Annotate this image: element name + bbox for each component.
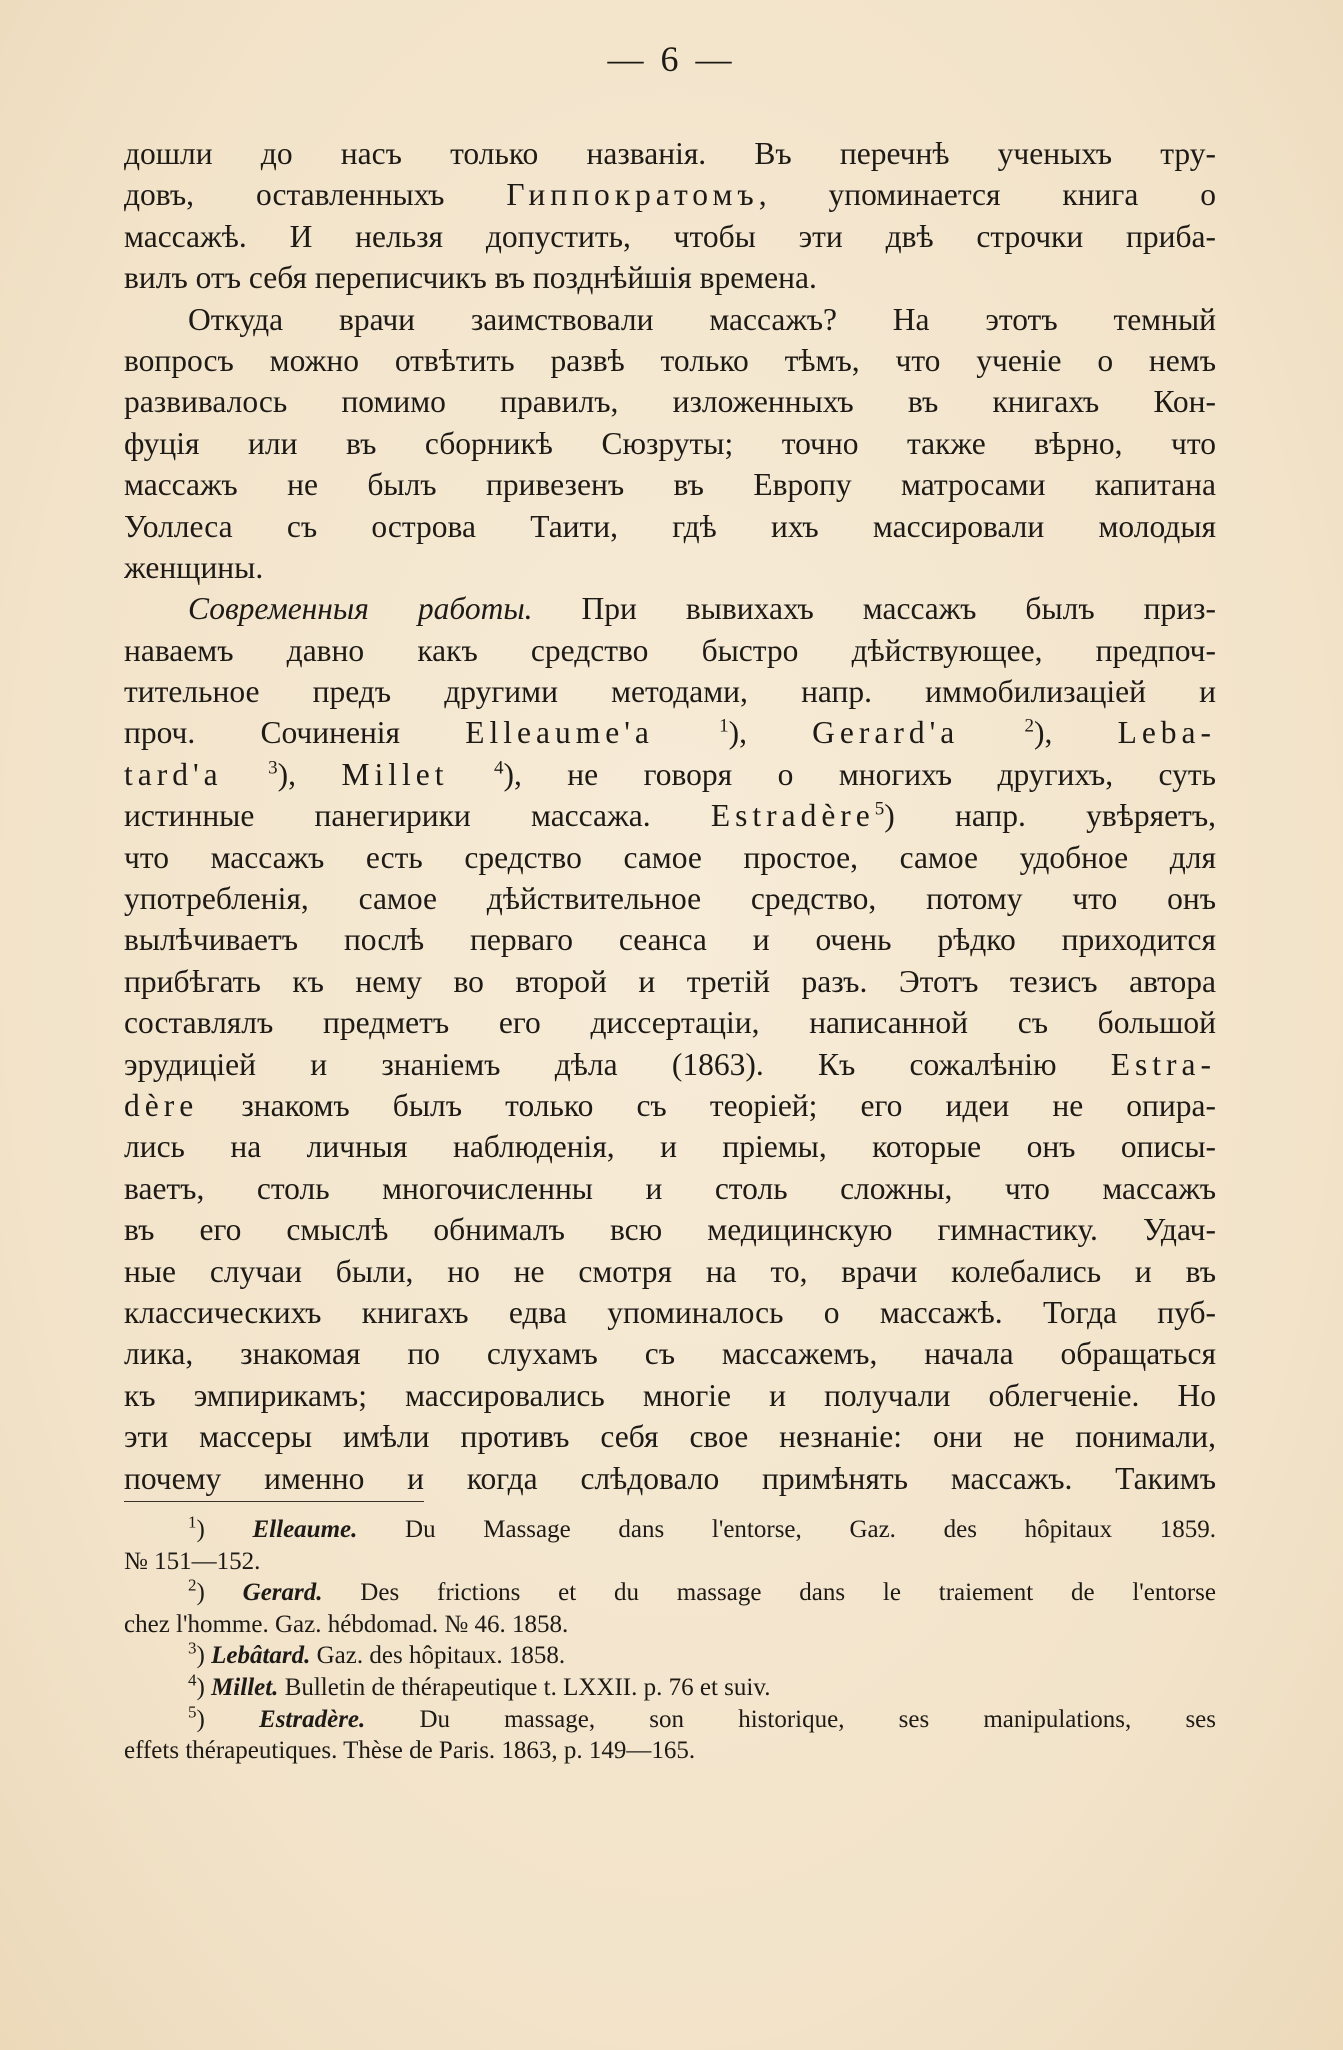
- text-line: [124, 588, 1216, 629]
- text-line: лика, знакомая по слухамъ съ массажемъ, начала обращаться: [124, 1336, 1216, 1372]
- text-span: ),: [728, 715, 813, 751]
- text-span: При вывихахъ массажъ былъ приз-: [532, 591, 1216, 627]
- text-span: проч. Сочиненія: [124, 715, 466, 751]
- text-line: къ эмпирикамъ; массировались многіе и получали облегченіе. Но: [124, 1377, 1216, 1413]
- footnote-mark: 1: [188, 1514, 197, 1532]
- footnote-line: $^5$) Estradère. Du massage, son historique, ses manipulations, ses: [188, 1703, 1216, 1733]
- body-text: [124, 133, 1216, 1499]
- name-gerard: Gerard'a: [812, 715, 960, 751]
- text-line: ные случаи были, но не смотря на то, врачи колебались и въ: [124, 1253, 1216, 1289]
- text-line: [124, 754, 1216, 795]
- text-span: ),: [1034, 715, 1118, 751]
- text-line: составлялъ предметъ его диссертаціи, написанной съ большой: [124, 1005, 1216, 1041]
- text-line: вылѣчиваетъ послѣ перваго сеанса и очень рѣдко приходится: [124, 922, 1216, 958]
- footnote-text: Bulletin de thérapeutique t. LXXII. p. 76 et suiv.: [278, 1673, 771, 1701]
- name-estradere: Estradère: [710, 798, 875, 834]
- text-span: эрудиціей и знаніемъ дѣла (1863). Къ сожалѣнію: [124, 1046, 1111, 1082]
- footnote-mark: 4: [188, 1671, 197, 1690]
- text-line: употребленія, самое дѣйствительное средство, потому что онъ: [124, 881, 1216, 917]
- text-span: ) напр. увѣряетъ,: [884, 798, 1216, 834]
- text-line: дошли до насъ только названія. Въ перечнѣ ученыхъ тру-: [124, 136, 1216, 171]
- footnote-line: № 151—152.: [124, 1547, 261, 1575]
- text-line: фуція или въ сборникѣ Сюзруты; точно также вѣрно, что: [124, 425, 1216, 461]
- name-elleaume: Elleaume'a: [465, 715, 654, 751]
- footnote-line: chez l'homme. Gaz. hébdomad. № 46. 1858.: [124, 1610, 569, 1638]
- text-line: массажъ не былъ привезенъ въ Европу матросами капитана: [124, 467, 1216, 503]
- text-line: тительное предъ другими методами, напр. иммобилизаціей и: [124, 674, 1216, 710]
- text-line: классическихъ книгахъ едва упоминалось о массажѣ. Тогда пуб-: [124, 1294, 1216, 1330]
- text-line: [124, 1044, 1216, 1085]
- section-heading: Современныя работы.: [188, 591, 533, 627]
- footnote-line: effets thérapeutiques. Thèse de Paris. 1863, p. 149—165.: [124, 1737, 696, 1765]
- footnote-mark: 3: [188, 1640, 197, 1659]
- name-hippocrates: Гиппократомъ: [506, 177, 759, 213]
- text-line: [124, 174, 1216, 215]
- text-line: развивалось помимо правилъ, изложенныхъ въ книгахъ Кон-: [124, 384, 1216, 420]
- footnotes: [124, 1514, 1216, 1767]
- text-span: истинные панегирики массажа.: [124, 798, 711, 834]
- text-span: знакомъ былъ только съ теоріей; его идеи не опира-: [198, 1087, 1216, 1123]
- text-line: [124, 712, 1216, 753]
- footnote-mark: 2: [188, 1577, 197, 1595]
- text-line: массажѣ. И нельзя допустить, чтобы эти двѣ строчки приба-: [124, 218, 1216, 254]
- text-line: вилъ отъ себя переписчикъ въ позднѣйшія времена.: [124, 260, 817, 296]
- text-line: Уоллеса съ острова Таити, гдѣ ихъ массировали молодыя: [124, 508, 1216, 544]
- text-span: , упоминается книга о: [758, 177, 1216, 213]
- footnote-mark: 5: [188, 1703, 197, 1722]
- footnote-line: $^2$) Gerard. Des frictions et du massage dans le traiement de l'entorse: [188, 1577, 1216, 1607]
- footnote-text: Des frictions et du massage dans le traiement de l'entorse: [322, 1579, 1216, 1607]
- text-line: [124, 1085, 1216, 1126]
- name-lebatard: Leba-: [1117, 715, 1216, 751]
- text-line: прибѣгать къ нему во второй и третій разъ. Этотъ тезисъ автора: [124, 963, 1216, 999]
- footnote-ref: 3: [268, 757, 278, 779]
- footnote-line: $^4$) Millet. Bulletin de thérapeutique t. LXXII. p. 76 et suiv.: [188, 1671, 771, 1701]
- text-line: женщины.: [124, 549, 264, 585]
- footnote-ref: 2: [1024, 715, 1034, 737]
- text-span: ), не говоря о многихъ другихъ, суть: [503, 756, 1216, 792]
- footnote-ref: 1: [719, 715, 729, 737]
- name-millet: Millet: [341, 756, 449, 792]
- footnote-ref: 5: [874, 798, 885, 820]
- text-line: что массажъ есть средство самое простое, самое удобное для: [124, 839, 1216, 875]
- text-line: вопросъ можно отвѣтить развѣ только тѣмъ, что ученіе о немъ: [124, 342, 1216, 378]
- page-number: — 6 —: [607, 39, 736, 79]
- text-line: въ его смыслѣ обнималъ всю медицинскую гимнастику. Удач-: [124, 1212, 1216, 1248]
- footnote-divider: [124, 1501, 424, 1502]
- text-line: лись на личныя наблюденія, и пріемы, которые онъ описы-: [124, 1129, 1216, 1165]
- footnote-text: Gaz. des hôpitaux. 1858.: [310, 1642, 566, 1670]
- footnote-author: Millet.: [211, 1673, 279, 1701]
- text-line: ваетъ, столь многочисленны и столь сложны, что массажъ: [124, 1170, 1216, 1206]
- text-line: наваемъ давно какъ средство быстро дѣйствующее, предпоч-: [124, 632, 1216, 668]
- text-span: ),: [277, 756, 342, 792]
- footnote-ref: 4: [493, 757, 504, 779]
- footnote-author: Elleaume.: [252, 1516, 358, 1543]
- footnote-author: Gerard.: [242, 1579, 323, 1607]
- text-span: довъ, оставленныхъ: [124, 177, 507, 213]
- footnote-author: Lebâtard.: [211, 1642, 311, 1670]
- footnote-text: Du Massage dans l'entorse, Gaz. des hôpitaux 1859.: [357, 1516, 1216, 1543]
- text-line: Откуда врачи заимствовали массажъ? На этотъ темный: [188, 301, 1216, 337]
- footnote-line: $^1$) Elleaume. Du Massage dans l'entorse, Gaz. des hôpitaux 1859.: [188, 1514, 1216, 1543]
- footnote-author: Estradère.: [259, 1705, 366, 1733]
- footnote-line: $^3$) Lebâtard. Gaz. des hôpitaux. 1858.: [188, 1640, 566, 1670]
- name-lebatard-cont: tard'a: [124, 756, 223, 792]
- name-estradere-cont: dère: [124, 1087, 199, 1123]
- footnote-text: Du massage, son historique, ses manipulations, ses: [365, 1705, 1216, 1733]
- name-estradere: Estra-: [1110, 1046, 1216, 1082]
- text-line: эти массеры имѣли противъ себя свое незнаніе: они не понимали,: [124, 1419, 1216, 1455]
- text-line: почему именно и когда слѣдовало примѣнять массажъ. Такимъ: [124, 1460, 1216, 1496]
- text-line: [124, 795, 1216, 836]
